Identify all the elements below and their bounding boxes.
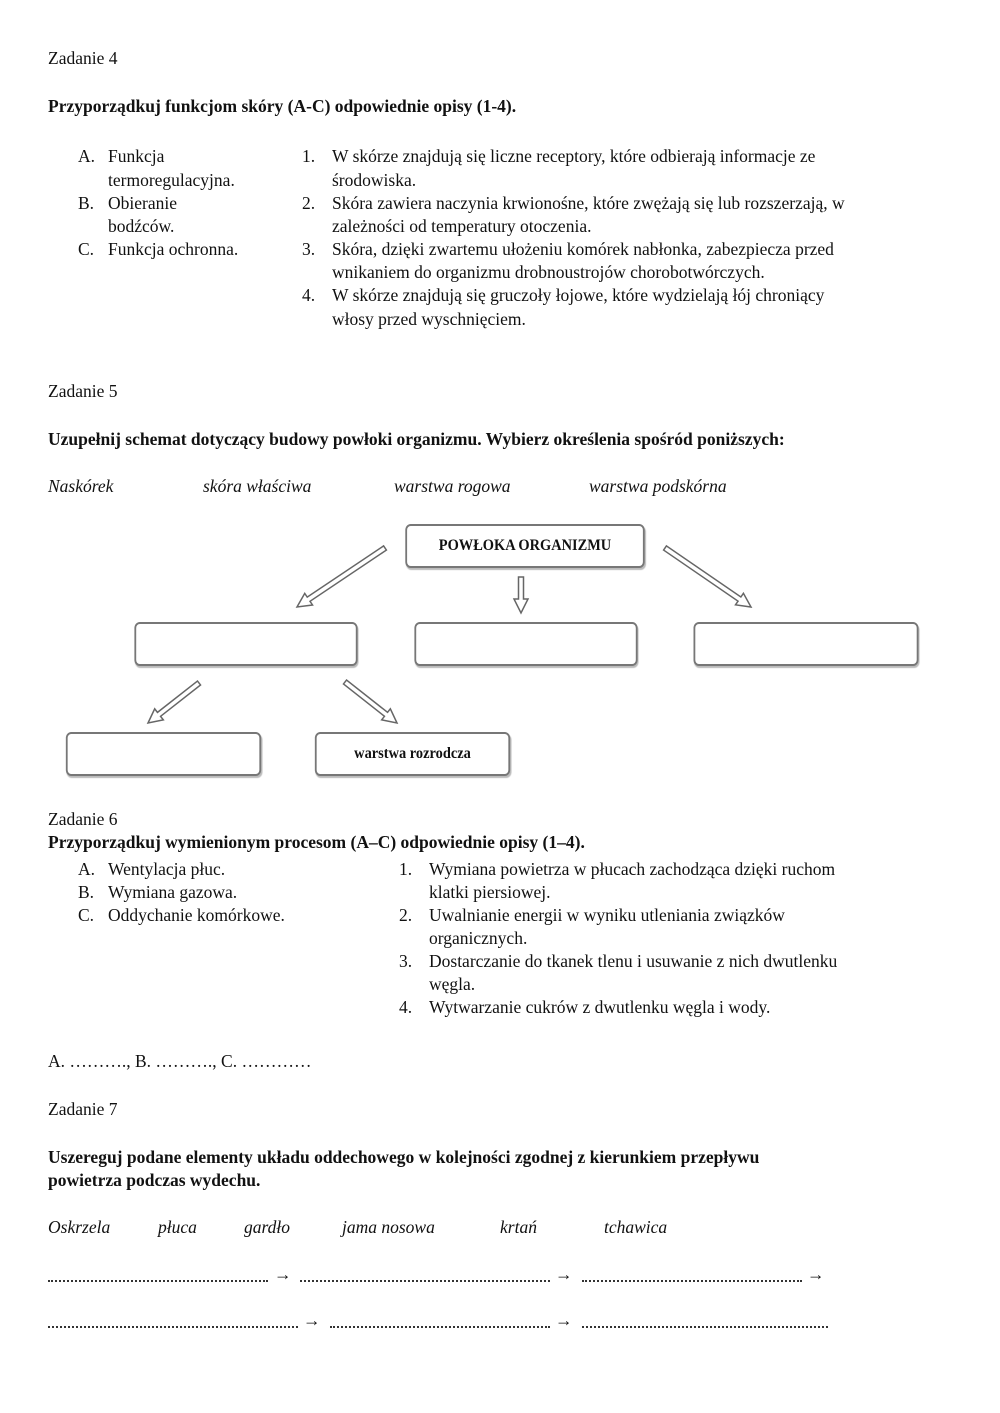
task6-heading: Zadanie 6 xyxy=(48,809,118,829)
answer-blank[interactable] xyxy=(48,1280,268,1282)
diagram-arrow-icon xyxy=(343,680,397,723)
list-item-text: Skóra zawiera naczynia krwionośne, które zwężają się lub rozszerzają, w xyxy=(332,193,845,213)
marker: B. xyxy=(78,882,95,902)
arrow-right-icon: → xyxy=(807,1264,825,1284)
task7-instruction: powietrza podczas wydechu. xyxy=(48,1170,261,1190)
term: Naskórek xyxy=(48,476,114,496)
marker: C. xyxy=(78,905,95,925)
marker: 2. xyxy=(302,193,316,213)
list-item-text: Obieranie xyxy=(108,193,177,213)
diagram-blank-box[interactable] xyxy=(134,622,357,666)
list-item-text: wnikaniem do organizmu drobnoustrojów chorobotwórczych. xyxy=(332,262,765,282)
term: Oskrzela xyxy=(48,1217,111,1237)
list-item-text: Wymiana powietrza w płucach zachodząca dzięki ruchom xyxy=(429,859,836,879)
list-item-text: Funkcja xyxy=(108,146,165,166)
marker: 4. xyxy=(302,285,316,305)
diagram-given-label: warstwa rozrodcza xyxy=(354,745,471,762)
answer-blank[interactable] xyxy=(48,1326,298,1328)
marker: 4. xyxy=(399,997,413,1017)
diagram-arrow-icon xyxy=(148,681,201,723)
list-item-text: Wymiana gazowa. xyxy=(108,882,238,902)
arrow-right-icon: → xyxy=(274,1264,292,1284)
list-item-text: Wytwarzanie cukrów z dwutlenku węgla i wody. xyxy=(429,997,771,1017)
answer-blank[interactable] xyxy=(582,1280,802,1282)
term: jama nosowa xyxy=(342,1217,435,1237)
list-item-text: organicznych. xyxy=(429,928,528,948)
diagram-blank-box[interactable] xyxy=(66,732,261,776)
list-item-text: W skórze znajdują się gruczoły łojowe, które wydzielają łój chroniący xyxy=(332,285,825,305)
task4-instruction: Przyporządkuj funkcjom skóry (A-C) odpowiednie opisy (1-4). xyxy=(48,96,517,116)
list-item-text: zależności od temperatury otoczenia. xyxy=(332,216,592,236)
diagram-arrow-icon xyxy=(664,546,751,607)
term: skóra właściwa xyxy=(203,476,312,496)
diagram-arrow-icon xyxy=(514,577,528,613)
list-item-text: węgla. xyxy=(429,974,476,994)
list-item-text: klatki piersiowej. xyxy=(429,882,551,902)
marker: 1. xyxy=(399,859,413,879)
term: gardło xyxy=(244,1217,291,1237)
marker: 1. xyxy=(302,146,316,166)
marker: 2. xyxy=(399,905,413,925)
arrow-right-icon: → xyxy=(303,1310,321,1330)
list-item-text: Wentylacja płuc. xyxy=(108,859,226,879)
marker: C. xyxy=(78,239,95,259)
diagram-given-box xyxy=(315,732,510,776)
list-item-text: Oddychanie komórkowe. xyxy=(108,905,285,925)
diagram-blank-box[interactable] xyxy=(414,622,637,666)
list-item-text: W skórze znajdują się liczne receptory, które odbierają informacje ze xyxy=(332,146,816,166)
answer-blank[interactable] xyxy=(330,1326,550,1328)
marker: 3. xyxy=(302,239,316,259)
task5-heading: Zadanie 5 xyxy=(48,381,118,401)
term: płuca xyxy=(158,1217,197,1237)
list-item-text: środowiska. xyxy=(332,170,417,190)
diagram-blank-box[interactable] xyxy=(694,622,919,666)
task5-instruction: Uzupełnij schemat dotyczący budowy powłoki organizmu. Wybierz określenia spośród poniższych: xyxy=(48,429,785,449)
diagram-root-box xyxy=(405,524,644,568)
list-item-text: włosy przed wyschnięciem. xyxy=(332,309,526,329)
term: krtań xyxy=(500,1217,537,1237)
list-item-text: Uwalnianie energii w wyniku utleniania związków xyxy=(429,905,785,925)
marker: 3. xyxy=(399,951,413,971)
answer-blank[interactable] xyxy=(300,1280,550,1282)
task4-heading: Zadanie 4 xyxy=(48,48,118,68)
list-item-text: Funkcja ochronna. xyxy=(108,239,239,259)
list-item-text: termoregulacyjna. xyxy=(108,170,235,190)
term: tchawica xyxy=(604,1217,668,1237)
diagram-root-label: POWŁOKA ORGANIZMU xyxy=(438,537,612,554)
diagram-arrow-icon xyxy=(297,546,386,607)
marker: B. xyxy=(78,193,95,213)
marker: A. xyxy=(78,859,96,879)
task6-instruction: Przyporządkuj wymienionym procesom (A–C) odpowiednie opisy (1–4). xyxy=(48,832,585,852)
term: warstwa rogowa xyxy=(394,476,511,496)
marker: A. xyxy=(78,146,96,166)
term: warstwa podskórna xyxy=(589,476,727,496)
arrow-right-icon: → xyxy=(555,1310,573,1330)
list-item-text: Skóra, dzięki zwartemu ułożeniu komórek nabłonka, zabezpiecza przed xyxy=(332,239,834,259)
task7-instruction: Uszereguj podane elementy układu oddechowego w kolejności zgodnej z kierunkiem przepływu xyxy=(48,1147,760,1167)
list-item-text: bodźców. xyxy=(108,216,175,236)
task7-heading: Zadanie 7 xyxy=(48,1099,118,1119)
list-item-text: Dostarczanie do tkanek tlenu i usuwanie z nich dwutlenku xyxy=(429,951,838,971)
arrow-right-icon: → xyxy=(555,1264,573,1284)
task6-answer-line[interactable]: A. ………., B. ………., C. ………… xyxy=(48,1051,312,1071)
answer-blank[interactable] xyxy=(582,1326,828,1328)
